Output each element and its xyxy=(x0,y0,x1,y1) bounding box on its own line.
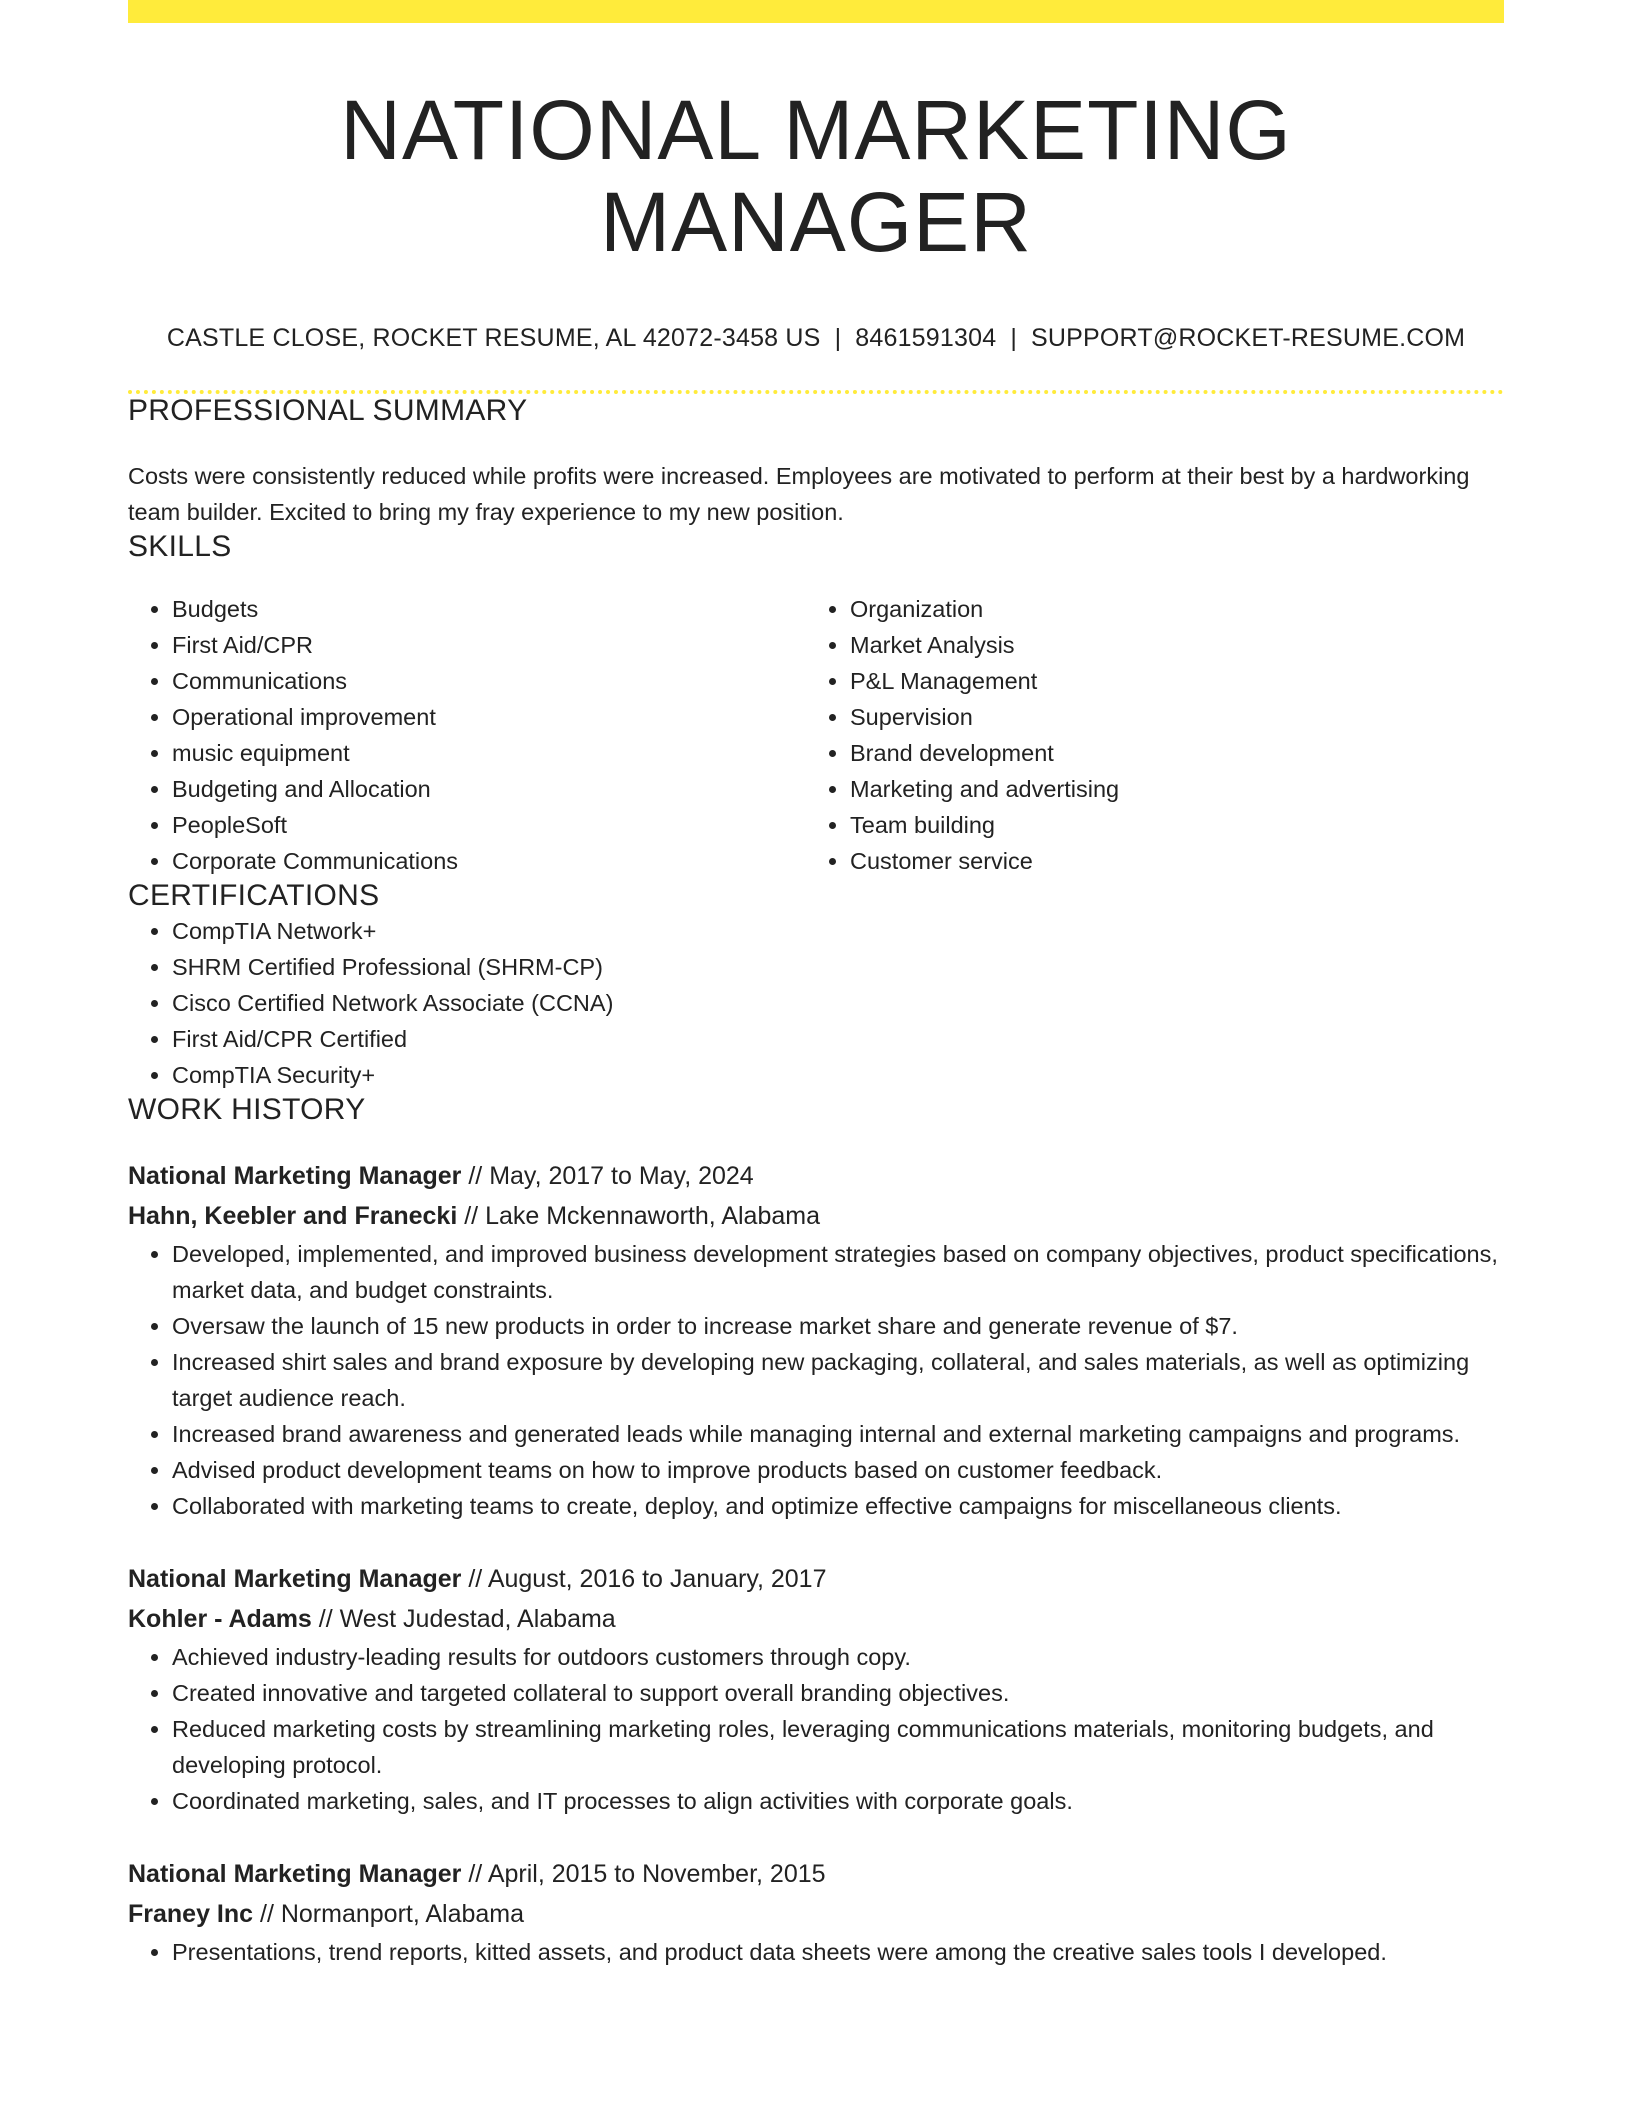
job-bullet: • Developed, implemented, and improved business development strategies based on company objectives, product specifications, market data, and budget constraints. xyxy=(172,1236,1504,1308)
skill-item: • Market Analysis xyxy=(850,627,1484,663)
job-bullet: • Created innovative and targeted collateral to support overall branding objectives. xyxy=(172,1675,1504,1711)
summary-heading: PROFESSIONAL SUMMARY xyxy=(128,393,528,427)
skills-heading: SKILLS xyxy=(128,529,232,563)
job-dates: // May, 2017 to May, 2024 xyxy=(468,1161,754,1190)
job-bullet: • Achieved industry-leading results for outdoors customers through copy. xyxy=(172,1639,1504,1675)
skill-item: • PeopleSoft xyxy=(172,807,806,843)
contact-separator: | xyxy=(834,323,842,352)
job-location: // Normanport, Alabama xyxy=(260,1899,525,1928)
contact-address: CASTLE CLOSE, ROCKET RESUME, AL 42072-3458 US xyxy=(166,323,821,352)
skill-item: • music equipment xyxy=(172,735,806,771)
job-title-line xyxy=(128,1156,1504,1196)
job-bullet: • Collaborated with marketing teams to create, deploy, and optimize effective campaigns for miscellaneous clients. xyxy=(172,1488,1504,1524)
job-location: // Lake Mckennaworth, Alabama xyxy=(464,1201,820,1230)
job-bullet: • Increased brand awareness and generated leads while managing internal and external marketing campaigns and programs. xyxy=(172,1416,1504,1452)
job-role: National Marketing Manager xyxy=(128,1564,462,1593)
certification-item: • SHRM Certified Professional (SHRM-CP) xyxy=(172,949,1504,985)
job-dates: // April, 2015 to November, 2015 xyxy=(468,1859,826,1888)
job-company: Kohler - Adams xyxy=(128,1604,312,1633)
resume-page xyxy=(128,0,1504,1970)
skill-item: • Marketing and advertising xyxy=(850,771,1484,807)
contact-phone: 8461591304 xyxy=(855,323,997,352)
job-bullet: • Presentations, trend reports, kitted assets, and product data sheets were among the creative sales tools I developed. xyxy=(172,1934,1504,1970)
accent-top-bar xyxy=(128,0,1504,23)
job-entry xyxy=(128,1854,1504,1970)
certification-item: • Cisco Certified Network Associate (CCNA) xyxy=(172,985,1504,1021)
job-title-line xyxy=(128,1854,1504,1894)
certifications-list xyxy=(128,913,1504,1093)
skill-item: • Brand development xyxy=(850,735,1484,771)
skill-item: • Customer service xyxy=(850,843,1484,879)
certification-item: • CompTIA Network+ xyxy=(172,913,1504,949)
job-company-line xyxy=(128,1196,1504,1236)
job-company-line xyxy=(128,1894,1504,1934)
job-location: // West Judestad, Alabama xyxy=(318,1604,616,1633)
contact-line xyxy=(128,324,1504,353)
certifications-heading: CERTIFICATIONS xyxy=(128,878,380,912)
skills-list-right xyxy=(806,591,1484,879)
skill-item: • Supervision xyxy=(850,699,1484,735)
skill-item: • First Aid/CPR xyxy=(172,627,806,663)
skills-column-left xyxy=(128,591,806,879)
job-bullet: • Oversaw the launch of 15 new products in order to increase market share and generate revenue of $7. xyxy=(172,1308,1504,1344)
job-company-line xyxy=(128,1599,1504,1639)
skill-item: • Organization xyxy=(850,591,1484,627)
skill-item: • P&L Management xyxy=(850,663,1484,699)
skill-item: • Budgeting and Allocation xyxy=(172,771,806,807)
certification-item: • CompTIA Security+ xyxy=(172,1057,1504,1093)
skills-grid xyxy=(128,591,1504,879)
contact-email: SUPPORT@ROCKET-RESUME.COM xyxy=(1031,323,1466,352)
job-bullets xyxy=(128,1236,1504,1524)
job-title-line xyxy=(128,1559,1504,1599)
skill-item: • Team building xyxy=(850,807,1484,843)
resume-name: NATIONAL MARKETING MANAGER xyxy=(340,83,1292,270)
job-entry xyxy=(128,1559,1504,1819)
job-entry xyxy=(128,1156,1504,1524)
job-dates: // August, 2016 to January, 2017 xyxy=(468,1564,827,1593)
skill-item: • Corporate Communications xyxy=(172,843,806,879)
job-bullet: • Advised product development teams on how to improve products based on customer feedback. xyxy=(172,1452,1504,1488)
skill-item: • Operational improvement xyxy=(172,699,806,735)
skills-column-right xyxy=(806,591,1484,879)
work-history-heading: WORK HISTORY xyxy=(128,1092,366,1126)
job-company: Hahn, Keebler and Franecki xyxy=(128,1201,458,1230)
job-company: Franey Inc xyxy=(128,1899,254,1928)
job-role: National Marketing Manager xyxy=(128,1161,462,1190)
job-bullets xyxy=(128,1639,1504,1819)
job-bullet: • Coordinated marketing, sales, and IT processes to align activities with corporate goals. xyxy=(172,1783,1504,1819)
skill-item: • Communications xyxy=(172,663,806,699)
summary-text: Costs were consistently reduced while profits were increased. Employees are motivated to perform at their best by a hardworking team builder. Excited to bring my fray experience to my new position. xyxy=(128,462,1470,525)
contact-separator: | xyxy=(1010,323,1018,352)
certification-item: • First Aid/CPR Certified xyxy=(172,1021,1504,1057)
skill-item: • Budgets xyxy=(172,591,806,627)
skills-list-left xyxy=(128,591,806,879)
job-bullets xyxy=(128,1934,1504,1970)
job-bullet: • Increased shirt sales and brand exposure by developing new packaging, collateral, and sales materials, as well as optimizing target audience reach. xyxy=(172,1344,1504,1416)
job-role: National Marketing Manager xyxy=(128,1859,462,1888)
job-bullet: • Reduced marketing costs by streamlining marketing roles, leveraging communications materials, monitoring budgets, and developing protocol. xyxy=(172,1711,1504,1783)
